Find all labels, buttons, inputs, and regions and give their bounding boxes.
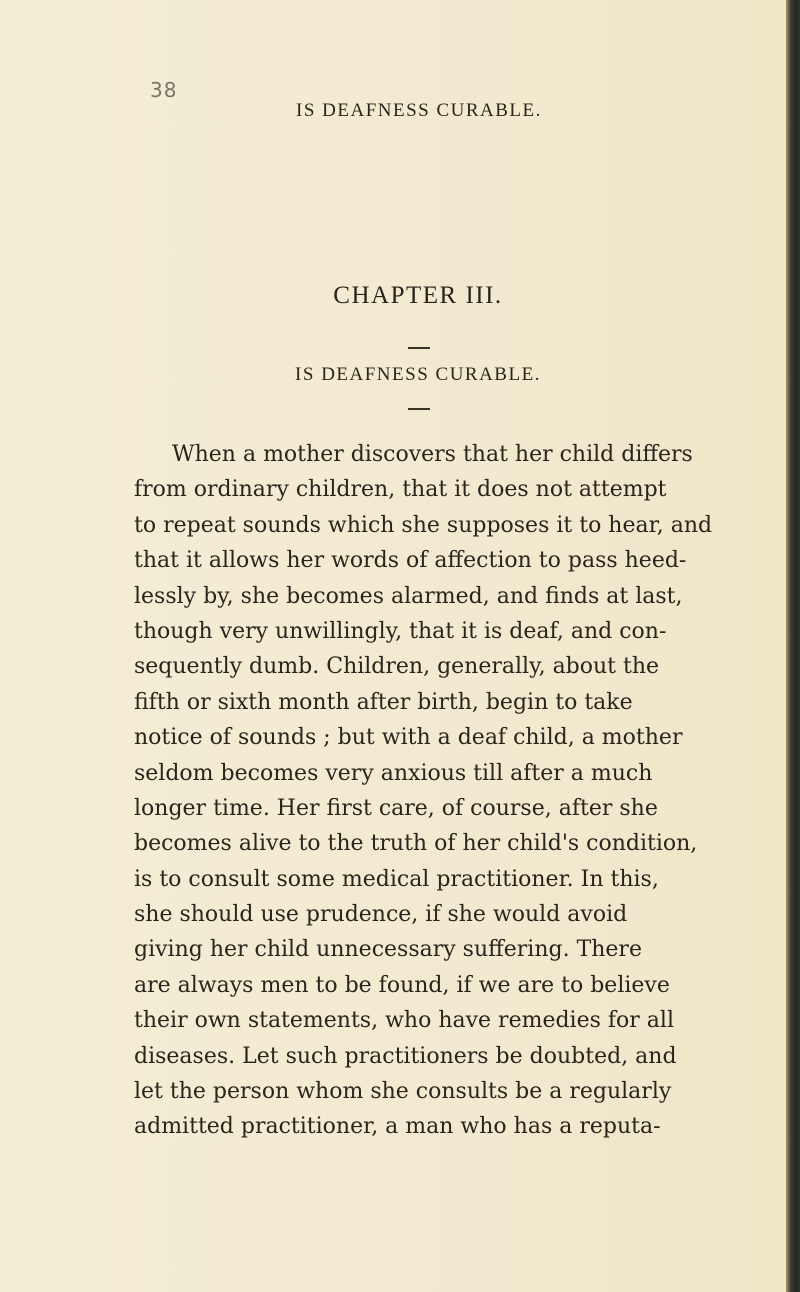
- running-head: [0, 78, 800, 121]
- body-line: diseases. Let such practitioners be doubted, and: [134, 1043, 677, 1069]
- body-line: fifth or sixth month after birth, begin to take: [134, 689, 633, 715]
- binding-edge: [786, 0, 800, 1292]
- body-line: becomes alive to the truth of her child's condition,: [134, 831, 698, 857]
- page-number: 38: [150, 78, 178, 102]
- body-line: seldom becomes very anxious till after a much: [134, 760, 653, 786]
- body-line: lessly by, she becomes alarmed, and finds at last,: [134, 583, 683, 609]
- running-title: IS DEAFNESS CURABLE.: [296, 100, 542, 121]
- body-line: she should use prudence, if she would avoid: [134, 902, 628, 928]
- section-rule-bottom: [408, 408, 430, 410]
- body-line: notice of sounds ; but with a deaf child, a mother: [134, 725, 683, 751]
- body-line: longer time. Her first care, of course, after she: [134, 795, 658, 821]
- body-line: When a mother discovers that her child differs: [172, 442, 693, 467]
- section-title: IS DEAFNESS CURABLE.: [295, 364, 541, 385]
- body-line: though very unwillingly, that it is deaf, and con-: [134, 618, 667, 644]
- body-line: sequently dumb. Children, generally, about the: [134, 654, 660, 680]
- body-line: let the person whom she consults be a regularly: [134, 1079, 672, 1105]
- body-line: is to consult some medical practitioner. In this,: [134, 866, 659, 892]
- chapter-heading: CHAPTER III.: [333, 282, 503, 309]
- body-line: to repeat sounds which she supposes it to hear, and: [134, 512, 713, 538]
- body-line: that it allows her words of affection to pass heed-: [134, 548, 687, 574]
- body-line: from ordinary children, that it does not attempt: [134, 477, 667, 503]
- body-line: their own statements, who have remedies for all: [134, 1008, 674, 1034]
- body-line: admitted practitioner, a man who has a reputa-: [134, 1114, 661, 1140]
- body-line: are always men to be found, if we are to believe: [134, 972, 670, 998]
- body-text: [134, 437, 714, 1145]
- section-rule-top: [408, 347, 430, 349]
- body-line: giving her child unnecessary suffering. There: [134, 937, 642, 963]
